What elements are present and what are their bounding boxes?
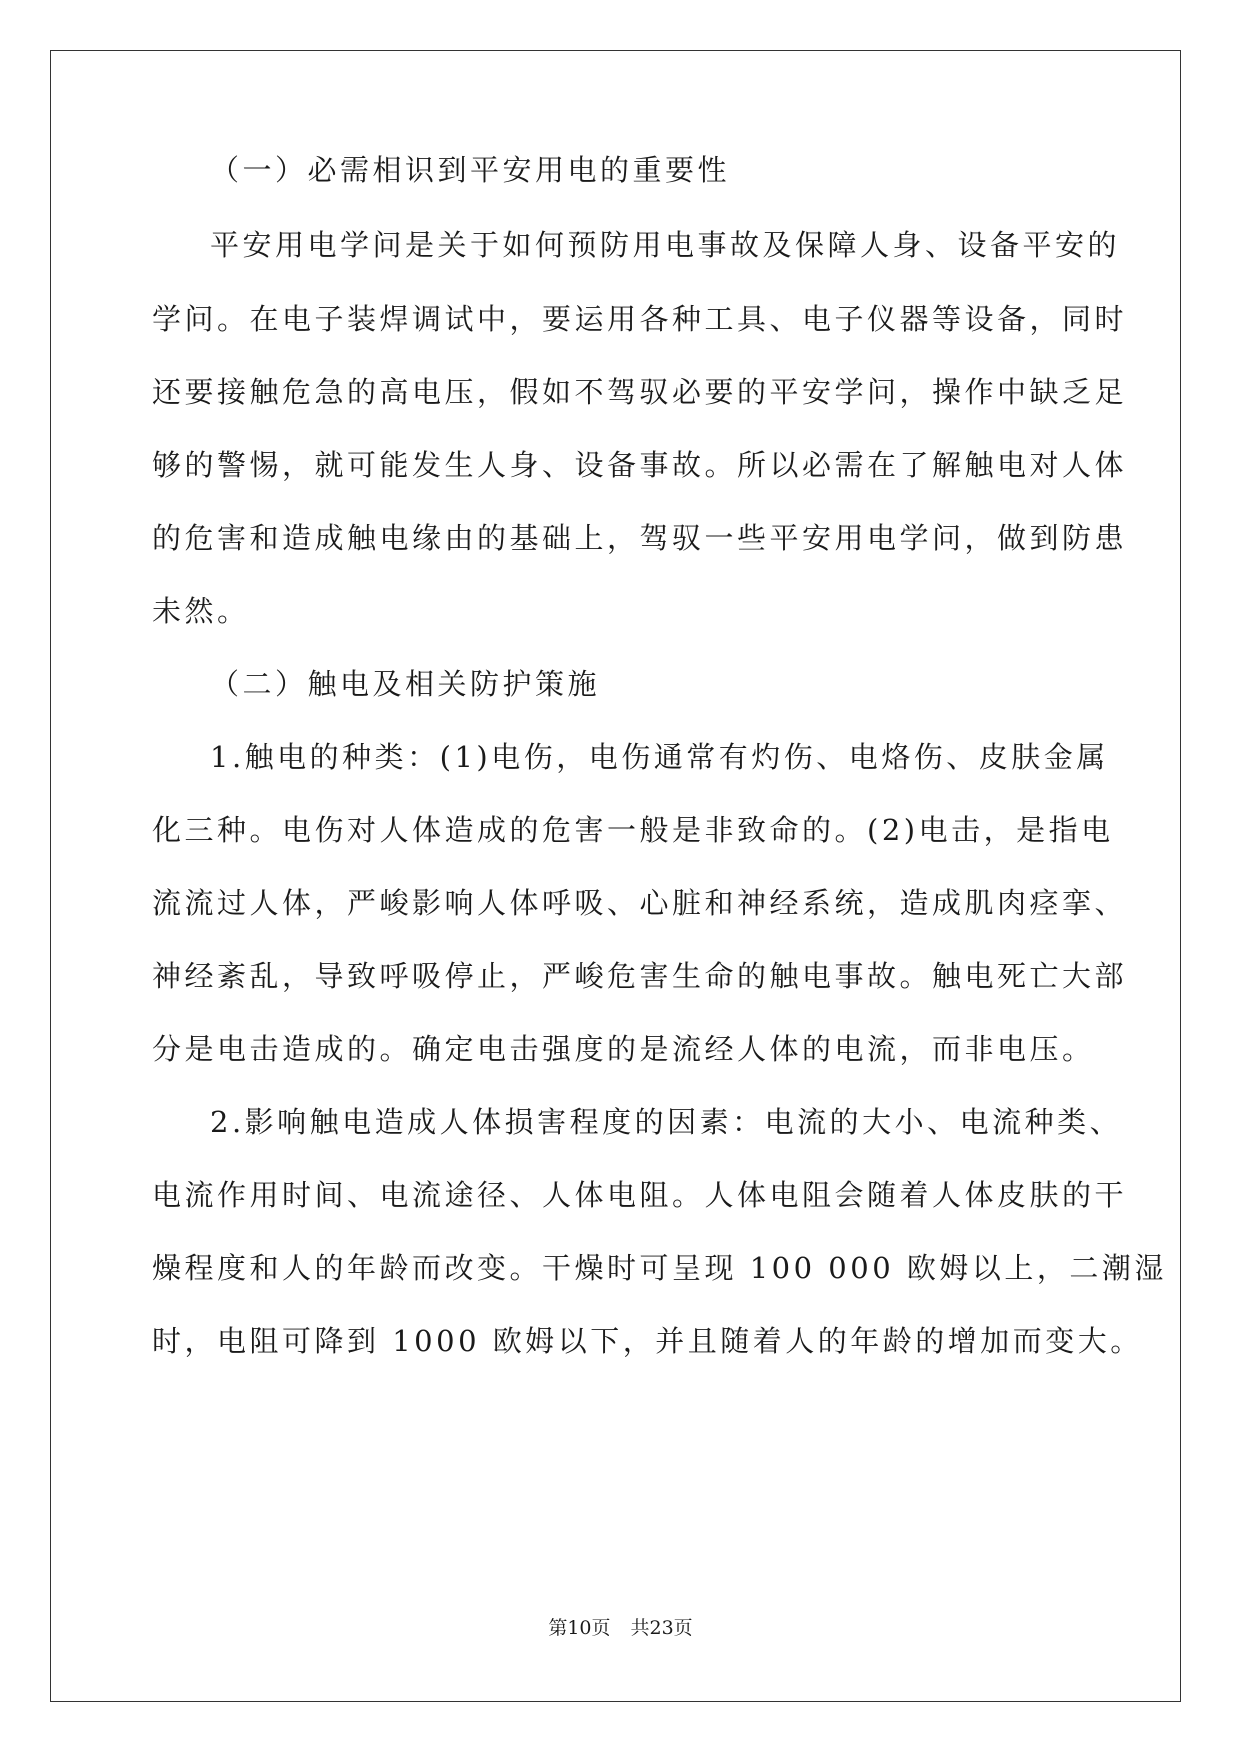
paragraph-line: 够的警惕，就可能发生人身、设备事故。所以必需在了解触电对人体 bbox=[152, 448, 1128, 482]
paragraph-line: 化三种。电伤对人体造成的危害一般是非致命的。(2)电击，是指电 bbox=[152, 813, 1114, 847]
page-border bbox=[50, 50, 1181, 1702]
paragraph-line: 时，电阻可降到 1000 欧姆以下，并且随着人的年龄的增加而变大。 bbox=[152, 1324, 1143, 1358]
paragraph-line: 2.影响触电造成人体损害程度的因素：电流的大小、电流种类、 bbox=[210, 1105, 1123, 1139]
paragraph-line: 流流过人体，严峻影响人体呼吸、心脏和神经系统，造成肌肉痉挛、 bbox=[152, 886, 1128, 920]
paragraph-line: 1.触电的种类：(1)电伤，电伤通常有灼伤、电烙伤、皮肤金属 bbox=[210, 740, 1109, 774]
paragraph-line: 燥程度和人的年龄而改变。干燥时可呈现 100 000 欧姆以上，二潮湿 bbox=[152, 1251, 1167, 1285]
paragraph-line: 学问。在电子装焊调试中，要运用各种工具、电子仪器等设备，同时 bbox=[152, 302, 1128, 336]
total-page-count: 共23页 bbox=[630, 1617, 693, 1639]
paragraph-line: 电流作用时间、电流途径、人体电阻。人体电阻会随着人体皮肤的干 bbox=[152, 1178, 1128, 1212]
paragraph-line: 的危害和造成触电缘由的基础上，驾驭一些平安用电学问，做到防患 bbox=[152, 521, 1128, 555]
paragraph-line: 平安用电学问是关于如何预防用电事故及保障人身、设备平安的 bbox=[210, 228, 1121, 262]
page-footer bbox=[0, 1615, 1241, 1641]
section-heading-2: （二）触电及相关防护策施 bbox=[210, 667, 601, 701]
paragraph-line: 神经紊乱，导致呼吸停止，严峻危害生命的触电事故。触电死亡大部 bbox=[152, 959, 1128, 993]
current-page-number: 第10页 bbox=[548, 1617, 611, 1639]
paragraph-line: 还要接触危急的高电压，假如不驾驭必要的平安学问，操作中缺乏足 bbox=[152, 375, 1128, 409]
section-heading-1: （一）必需相识到平安用电的重要性 bbox=[210, 153, 731, 187]
paragraph-line: 未然。 bbox=[152, 594, 250, 628]
paragraph-line: 分是电击造成的。确定电击强度的是流经人体的电流，而非电压。 bbox=[152, 1032, 1095, 1066]
